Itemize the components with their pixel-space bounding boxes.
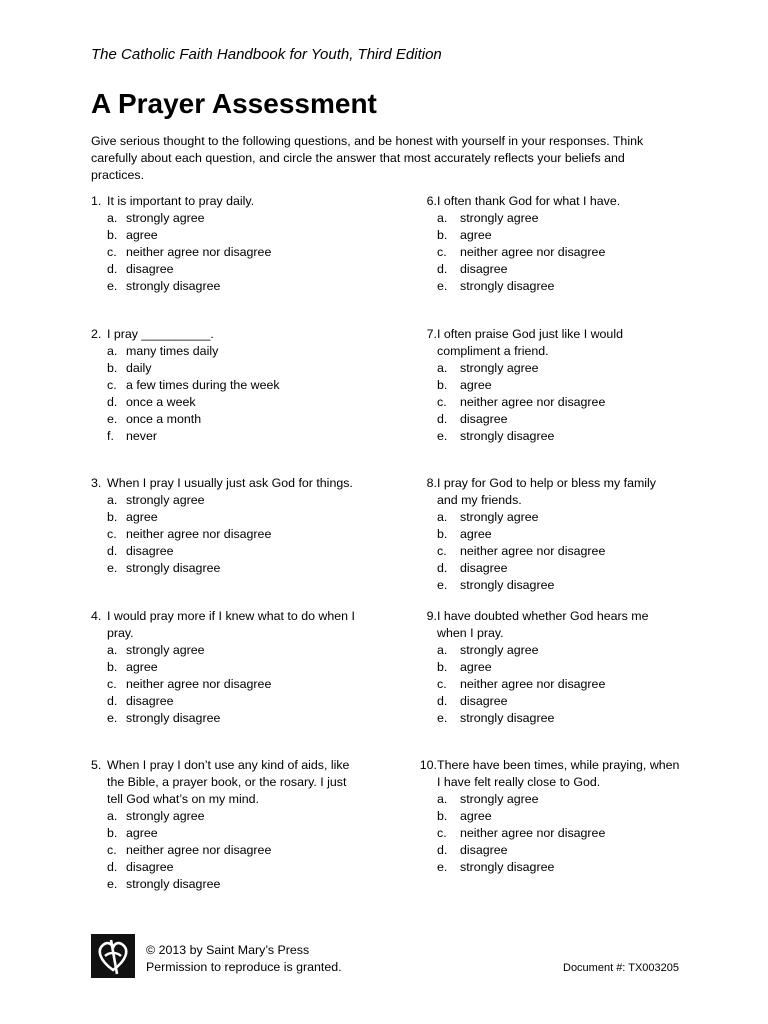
option-letter: a.	[437, 510, 448, 524]
option-letter: b.	[437, 527, 448, 541]
option-letter: a.	[107, 809, 118, 823]
answer-option	[91, 492, 371, 509]
question-text: and my friends.	[437, 493, 522, 507]
option-label: neither agree nor disagree	[126, 245, 272, 259]
option-letter: d.	[437, 262, 448, 276]
option-label: agree	[126, 510, 158, 524]
answer-option	[405, 710, 695, 727]
answer-option	[91, 560, 371, 577]
answer-option	[91, 808, 371, 825]
option-letter: a.	[107, 344, 118, 358]
intro-paragraph: Give serious thought to the following questions, and be honest with yourself in your responses. Think carefully about each question, and circle the answer that most accurately reflects your beliefs and practices.	[91, 134, 644, 182]
answer-option	[91, 278, 371, 295]
answer-option	[91, 244, 371, 261]
question-text: compliment a friend.	[437, 344, 549, 358]
option-label: strongly disagree	[126, 279, 221, 293]
answer-option	[91, 842, 371, 859]
copyright-text: © 2013 by Saint Mary’s Press	[146, 943, 310, 957]
option-letter: c.	[437, 395, 447, 409]
option-label: strongly agree	[460, 510, 539, 524]
question-9	[405, 608, 695, 727]
option-label: strongly disagree	[126, 711, 221, 725]
option-label: once a week	[126, 395, 196, 409]
answer-option	[91, 659, 371, 676]
option-letter: c.	[107, 843, 117, 857]
answer-option	[405, 791, 695, 808]
answer-options	[405, 642, 695, 727]
option-letter: e.	[107, 561, 118, 575]
question-text: tell God what’s on my mind.	[107, 792, 259, 806]
option-letter: a.	[437, 211, 448, 225]
option-letter: c.	[107, 245, 117, 259]
answer-option	[405, 278, 695, 295]
option-letter: b.	[107, 361, 118, 375]
question-4	[91, 608, 371, 727]
question-number: 7.	[426, 327, 437, 341]
option-letter: e.	[107, 279, 118, 293]
question-2	[91, 326, 371, 445]
option-label: once a month	[126, 412, 202, 426]
question-number	[91, 791, 107, 808]
option-label: agree	[460, 378, 492, 392]
option-letter: b.	[107, 660, 118, 674]
answer-option	[405, 244, 695, 261]
answer-option	[91, 642, 371, 659]
answer-option	[91, 261, 371, 278]
answer-options	[405, 210, 695, 295]
answer-option	[405, 227, 695, 244]
question-5	[91, 757, 371, 893]
option-letter: d.	[437, 843, 448, 857]
answer-option	[91, 343, 371, 360]
answer-option	[91, 825, 371, 842]
answer-options	[91, 492, 371, 577]
option-label: strongly agree	[460, 361, 539, 375]
answer-options	[91, 343, 371, 445]
answer-option	[405, 394, 695, 411]
answer-option	[405, 210, 695, 227]
option-label: daily	[126, 361, 152, 375]
option-label: agree	[460, 527, 492, 541]
answer-options	[405, 360, 695, 445]
question-text: I pray for God to help or bless my family	[437, 476, 656, 490]
option-label: strongly disagree	[126, 561, 221, 575]
option-label: never	[126, 429, 157, 443]
option-label: neither agree nor disagree	[460, 677, 606, 691]
question-number: 6.	[426, 194, 437, 208]
option-label: strongly agree	[460, 211, 539, 225]
option-label: strongly agree	[126, 809, 205, 823]
option-letter: d.	[437, 412, 448, 426]
question-8	[405, 475, 695, 594]
option-letter: c.	[437, 826, 447, 840]
option-letter: e.	[437, 860, 448, 874]
option-label: strongly agree	[126, 643, 205, 657]
answer-option	[405, 428, 695, 445]
question-text: It is important to pray daily.	[107, 194, 255, 208]
option-label: neither agree nor disagree	[460, 395, 606, 409]
answer-option	[405, 642, 695, 659]
option-letter: e.	[437, 578, 448, 592]
answer-option	[91, 509, 371, 526]
answer-option	[91, 360, 371, 377]
question-text: I have doubted whether God hears me	[437, 609, 649, 623]
answer-options	[91, 210, 371, 295]
option-label: many times daily	[126, 344, 219, 358]
question-text: I would pray more if I knew what to do when I	[107, 609, 355, 623]
option-label: strongly disagree	[126, 877, 221, 891]
option-label: disagree	[460, 262, 508, 276]
option-label: neither agree nor disagree	[126, 527, 272, 541]
option-letter: a.	[437, 792, 448, 806]
question-number: 8.	[426, 476, 437, 490]
answer-option	[405, 859, 695, 876]
option-label: strongly disagree	[460, 279, 555, 293]
question-number: 3.	[91, 476, 102, 490]
option-letter: a.	[107, 211, 118, 225]
option-letter: d.	[107, 262, 118, 276]
option-letter: b.	[437, 660, 448, 674]
question-text: There have been times, while praying, when	[437, 758, 680, 772]
answer-option	[405, 411, 695, 428]
option-label: neither agree nor disagree	[460, 245, 606, 259]
option-letter: c.	[107, 378, 117, 392]
option-letter: c.	[107, 677, 117, 691]
option-label: strongly agree	[460, 792, 539, 806]
answer-option	[405, 693, 695, 710]
option-letter: e.	[107, 711, 118, 725]
question-text: pray.	[107, 626, 134, 640]
question-number: 5.	[91, 758, 102, 772]
option-label: agree	[460, 228, 492, 242]
question-number	[405, 343, 437, 360]
answer-option	[91, 876, 371, 893]
question-number	[91, 774, 107, 791]
question-number: 1.	[91, 194, 102, 208]
answer-options	[91, 808, 371, 893]
answer-option	[91, 859, 371, 876]
option-letter: e.	[107, 412, 118, 426]
option-letter: e.	[437, 711, 448, 725]
option-letter: a.	[437, 643, 448, 657]
option-letter: f.	[107, 429, 114, 443]
question-text: When I pray I don’t use any kind of aids, like	[107, 758, 350, 772]
option-label: strongly agree	[126, 493, 205, 507]
question-6	[405, 193, 695, 295]
question-text: I have felt really close to God.	[437, 775, 601, 789]
option-label: neither agree nor disagree	[126, 677, 272, 691]
option-letter: c.	[437, 245, 447, 259]
option-letter: b.	[107, 826, 118, 840]
option-label: neither agree nor disagree	[126, 843, 272, 857]
permission-text: Permission to reproduce is granted.	[146, 960, 342, 974]
footer-copyright-block	[146, 942, 342, 976]
option-letter: b.	[437, 809, 448, 823]
question-text: the Bible, a prayer book, or the rosary. I just	[107, 775, 347, 789]
option-label: a few times during the week	[126, 378, 280, 392]
option-label: disagree	[460, 561, 508, 575]
question-text: I often thank God for what I have.	[437, 194, 621, 208]
book-title: The Catholic Faith Handbook for Youth, Third Edition	[91, 46, 442, 63]
answer-option	[405, 377, 695, 394]
answer-options	[91, 642, 371, 727]
answer-options	[405, 509, 695, 594]
option-label: strongly disagree	[460, 711, 555, 725]
answer-option	[405, 577, 695, 594]
answer-option	[405, 659, 695, 676]
option-label: strongly disagree	[460, 860, 555, 874]
question-number	[405, 774, 437, 791]
answer-option	[91, 543, 371, 560]
option-label: disagree	[126, 262, 174, 276]
question-1	[91, 193, 371, 295]
option-label: disagree	[460, 412, 508, 426]
question-text: When I pray I usually just ask God for things.	[107, 476, 353, 490]
answer-option	[405, 360, 695, 377]
option-label: disagree	[126, 694, 174, 708]
option-letter: d.	[107, 395, 118, 409]
option-letter: d.	[437, 694, 448, 708]
saint-marys-press-logo	[91, 934, 135, 978]
answer-option	[91, 227, 371, 244]
option-letter: d.	[107, 860, 118, 874]
question-number: 2.	[91, 327, 102, 341]
answer-option	[405, 825, 695, 842]
answer-option	[405, 526, 695, 543]
option-label: agree	[126, 826, 158, 840]
option-label: disagree	[126, 860, 174, 874]
option-letter: c.	[437, 544, 447, 558]
answer-option	[405, 676, 695, 693]
option-label: agree	[460, 660, 492, 674]
option-letter: c.	[107, 527, 117, 541]
question-text: I pray __________.	[107, 327, 214, 341]
question-number: 10.	[419, 758, 437, 772]
question-number: 4.	[91, 609, 102, 623]
answer-option	[91, 676, 371, 693]
option-label: neither agree nor disagree	[460, 826, 606, 840]
option-label: strongly disagree	[460, 429, 555, 443]
answer-option	[91, 411, 371, 428]
option-label: disagree	[460, 843, 508, 857]
option-label: disagree	[126, 544, 174, 558]
answer-option	[405, 543, 695, 560]
answer-option	[405, 560, 695, 577]
answer-option	[91, 710, 371, 727]
option-label: agree	[460, 809, 492, 823]
option-letter: d.	[107, 694, 118, 708]
option-letter: b.	[437, 378, 448, 392]
option-letter: a.	[107, 643, 118, 657]
question-text: I often praise God just like I would	[437, 327, 623, 341]
question-3	[91, 475, 371, 577]
answer-option	[91, 394, 371, 411]
option-letter: b.	[107, 228, 118, 242]
option-label: disagree	[460, 694, 508, 708]
option-letter: d.	[107, 544, 118, 558]
option-label: strongly disagree	[460, 578, 555, 592]
option-letter: b.	[107, 510, 118, 524]
option-letter: b.	[437, 228, 448, 242]
answer-option	[91, 693, 371, 710]
answer-options	[405, 791, 695, 876]
page-title: A Prayer Assessment	[91, 88, 377, 119]
question-7	[405, 326, 695, 445]
option-label: agree	[126, 660, 158, 674]
answer-option	[405, 842, 695, 859]
question-number	[405, 492, 437, 509]
option-label: strongly agree	[126, 211, 205, 225]
answer-option	[405, 808, 695, 825]
answer-option	[91, 210, 371, 227]
answer-option	[405, 261, 695, 278]
answer-option	[91, 428, 371, 445]
document-number: Document #: TX003205	[563, 962, 679, 974]
option-label: agree	[126, 228, 158, 242]
option-letter: c.	[437, 677, 447, 691]
option-letter: d.	[437, 561, 448, 575]
question-number	[91, 625, 107, 642]
answer-option	[91, 377, 371, 394]
answer-option	[405, 509, 695, 526]
question-number	[405, 625, 437, 642]
option-label: neither agree nor disagree	[460, 544, 606, 558]
question-number: 9.	[426, 609, 437, 623]
answer-option	[91, 526, 371, 543]
option-letter: a.	[437, 361, 448, 375]
option-label: strongly agree	[460, 643, 539, 657]
option-letter: e.	[437, 429, 448, 443]
option-letter: a.	[107, 493, 118, 507]
option-letter: e.	[107, 877, 118, 891]
option-letter: e.	[437, 279, 448, 293]
question-text: when I pray.	[437, 626, 504, 640]
question-10	[405, 757, 695, 876]
